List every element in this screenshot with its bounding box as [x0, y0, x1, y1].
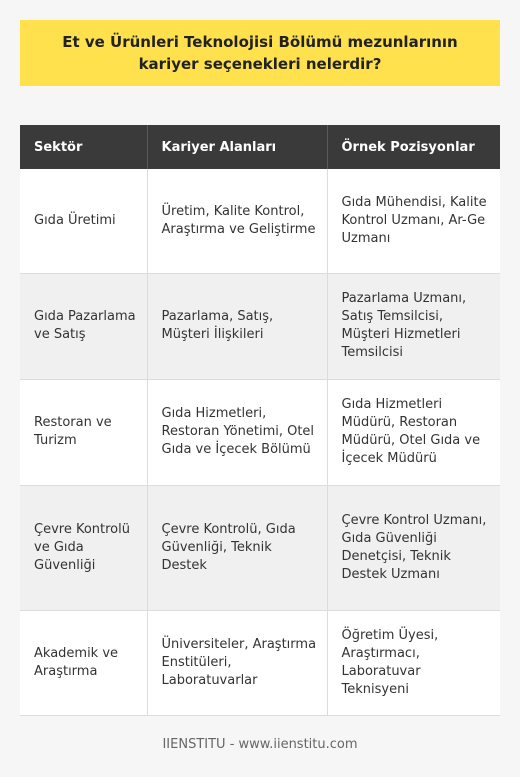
cell-career-areas: Gıda Hizmetleri, Restoran Yönetimi, Otel Gıda ve İçecek Bölümü: [147, 379, 327, 485]
cell-sector: Akademik ve Araştırma: [20, 610, 147, 715]
table-row: [20, 169, 500, 273]
table-row: [20, 379, 500, 485]
cell-example-positions: Pazarlama Uzmanı, Satış Temsilcisi, Müşteri Hizmetleri Temsilcisi: [327, 273, 500, 379]
header-career-areas: Kariyer Alanları: [147, 125, 327, 169]
header-sector: Sektör: [20, 125, 147, 169]
table-header-row: [20, 125, 500, 169]
cell-career-areas: Üretim, Kalite Kontrol, Araştırma ve Geliştirme: [147, 169, 327, 273]
career-table: [20, 125, 500, 716]
cell-career-areas: Üniversiteler, Araştırma Enstitüleri, Laboratuvarlar: [147, 610, 327, 715]
table-row: [20, 610, 500, 715]
cell-example-positions: Çevre Kontrol Uzmanı, Gıda Güvenliği Denetçisi, Teknik Destek Uzmanı: [327, 485, 500, 610]
page-title: Et ve Ürünleri Teknolojisi Bölümü mezunlarının kariyer seçenekleri nelerdir?: [62, 33, 458, 73]
table-row: [20, 485, 500, 610]
cell-career-areas: Pazarlama, Satış, Müşteri İlişkileri: [147, 273, 327, 379]
cell-sector: Gıda Pazarlama ve Satış: [20, 273, 147, 379]
cell-sector: Gıda Üretimi: [20, 169, 147, 273]
cell-example-positions: Gıda Hizmetleri Müdürü, Restoran Müdürü, Otel Gıda ve İçecek Müdürü: [327, 379, 500, 485]
footer-credit: IIENSTITU - www.iienstitu.com: [162, 737, 358, 752]
cell-sector: Restoran ve Turizm: [20, 379, 147, 485]
title-banner: [20, 20, 500, 86]
cell-example-positions: Gıda Mühendisi, Kalite Kontrol Uzmanı, Ar-Ge Uzmanı: [327, 169, 500, 273]
table-row: [20, 273, 500, 379]
cell-example-positions: Öğretim Üyesi, Araştırmacı, Laboratuvar Teknisyeni: [327, 610, 500, 715]
header-example-positions: Örnek Pozisyonlar: [327, 125, 500, 169]
cell-sector: Çevre Kontrolü ve Gıda Güvenliği: [20, 485, 147, 610]
cell-career-areas: Çevre Kontrolü, Gıda Güvenliği, Teknik Destek: [147, 485, 327, 610]
